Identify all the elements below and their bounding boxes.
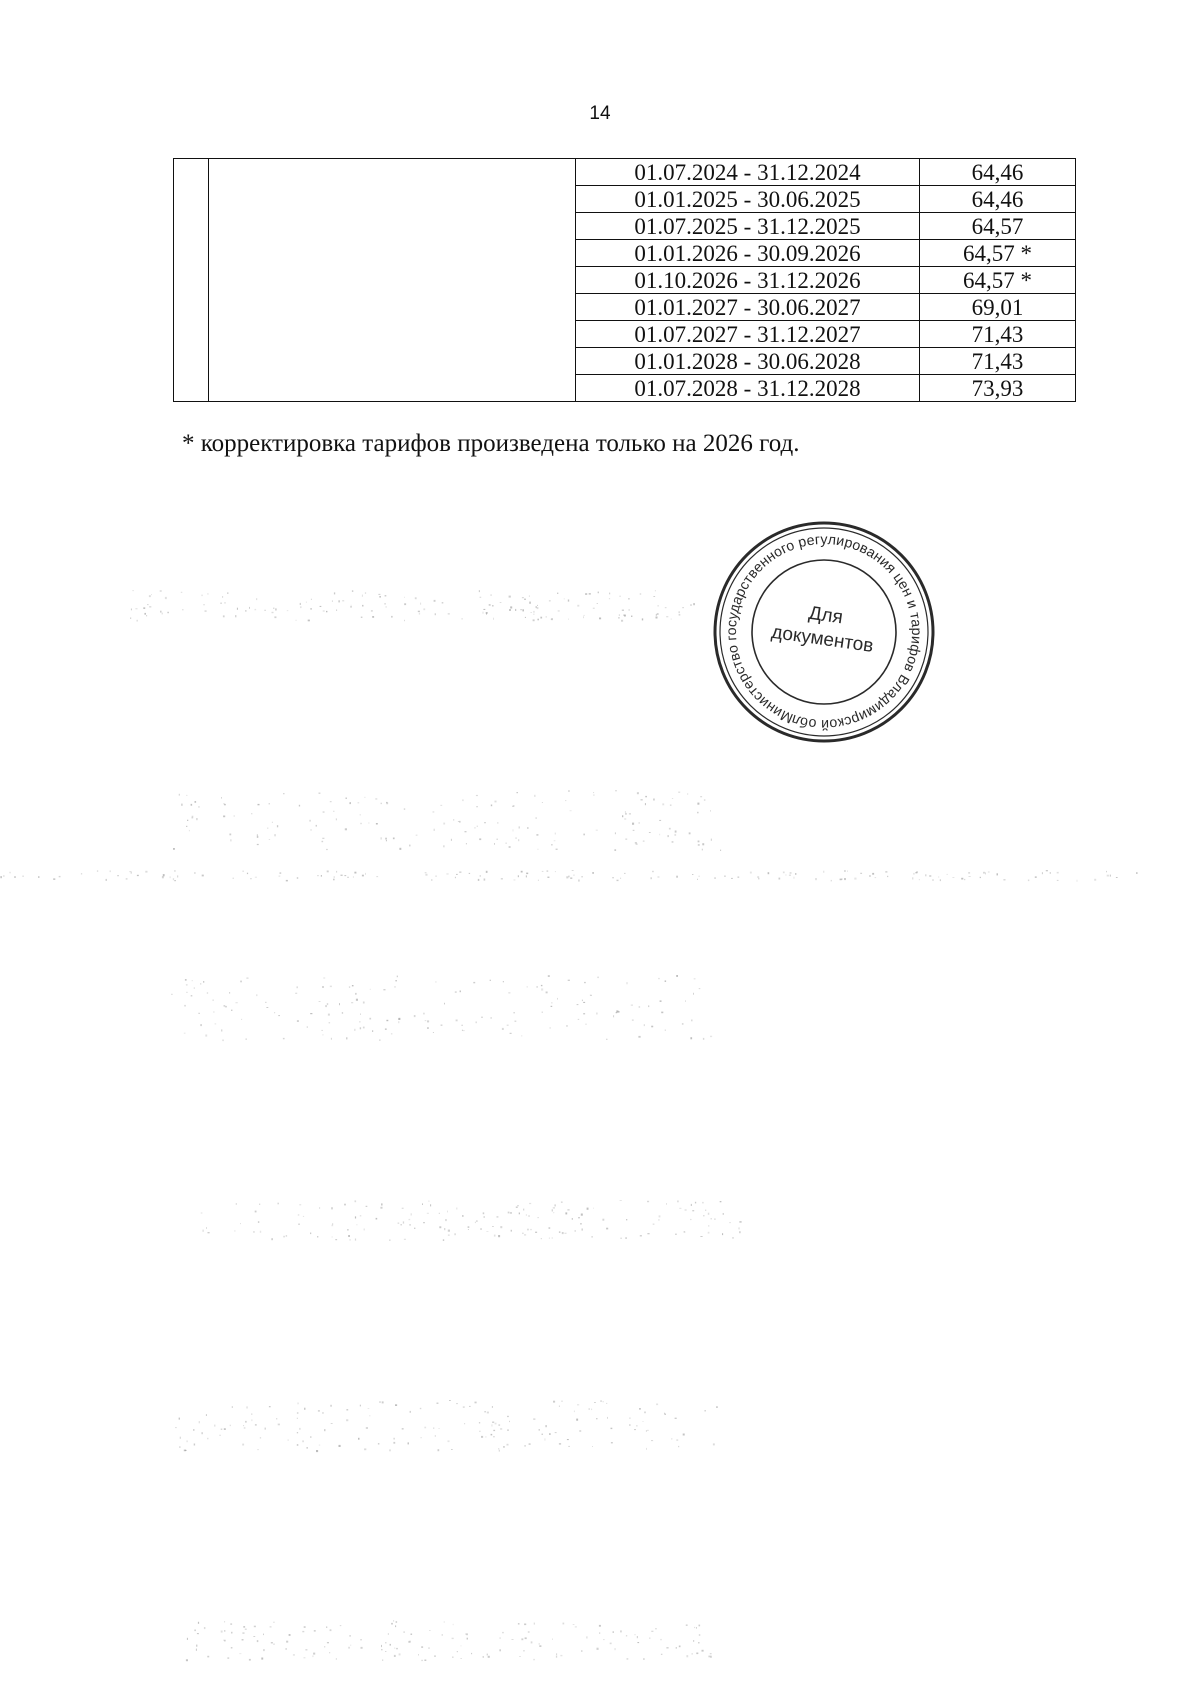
stamp-center-line-1: Для bbox=[807, 602, 845, 629]
period-cell: 01.01.2028 - 30.06.2028 bbox=[576, 348, 920, 375]
tariff-value-cell: 69,01 bbox=[920, 294, 1076, 321]
tariff-value-cell: 73,93 bbox=[920, 375, 1076, 402]
tariff-value-cell: 64,57 * bbox=[920, 240, 1076, 267]
table-row bbox=[174, 159, 1076, 186]
tariff-table-body bbox=[174, 159, 1076, 402]
consumer-name-cell bbox=[209, 159, 576, 402]
period-cell: 01.10.2026 - 31.12.2026 bbox=[576, 267, 920, 294]
row-number-cell bbox=[174, 159, 209, 402]
period-cell: 01.07.2025 - 31.12.2025 bbox=[576, 213, 920, 240]
period-cell: 01.01.2025 - 30.06.2025 bbox=[576, 186, 920, 213]
period-cell: 01.01.2026 - 30.09.2026 bbox=[576, 240, 920, 267]
tariff-value-cell: 64,57 * bbox=[920, 267, 1076, 294]
period-cell: 01.07.2028 - 31.12.2028 bbox=[576, 375, 920, 402]
tariff-value-cell: 64,46 bbox=[920, 186, 1076, 213]
tariff-value-cell: 71,43 bbox=[920, 348, 1076, 375]
tariff-value-cell: 71,43 bbox=[920, 321, 1076, 348]
footnote: * корректировка тарифов произведена только на 2026 год. bbox=[182, 430, 800, 457]
stamp-center-line-2: документов bbox=[770, 621, 875, 657]
period-cell: 01.07.2024 - 31.12.2024 bbox=[576, 159, 920, 186]
tariff-table bbox=[173, 158, 1076, 402]
page-number: 14 bbox=[589, 103, 611, 124]
official-stamp bbox=[712, 520, 936, 744]
period-cell: 01.01.2027 - 30.06.2027 bbox=[576, 294, 920, 321]
period-cell: 01.07.2027 - 31.12.2027 bbox=[576, 321, 920, 348]
tariff-value-cell: 64,57 bbox=[920, 213, 1076, 240]
stamp-ring-text: Министерство государственного регулирования цен и тарифов Владимирской области bbox=[723, 531, 925, 733]
tariff-value-cell: 64,46 bbox=[920, 159, 1076, 186]
